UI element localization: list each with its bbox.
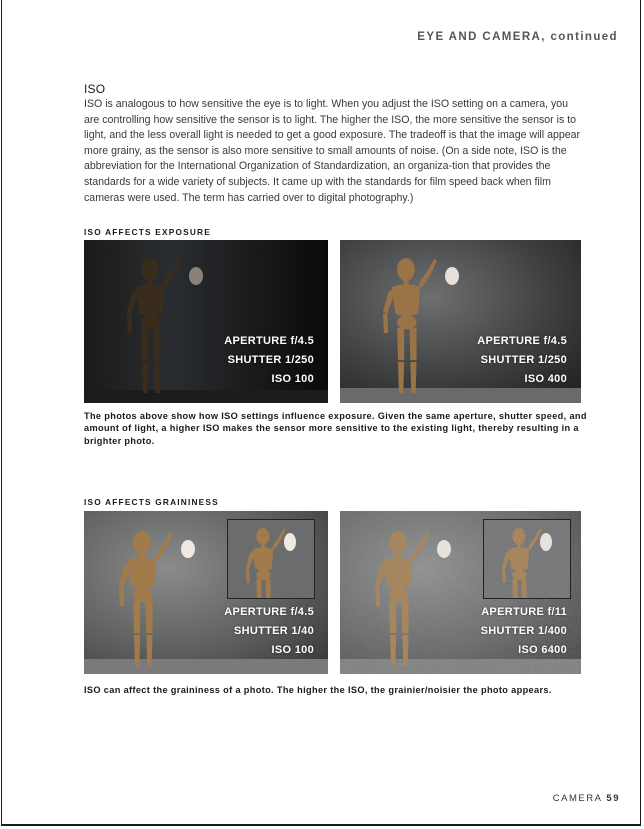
- photo-iso-400-bright: [340, 240, 581, 403]
- inset-image: [484, 520, 571, 599]
- figure-label-exposure: ISO AFFECTS EXPOSURE: [84, 227, 211, 237]
- shutter-value: SHUTTER 1/400: [480, 625, 567, 637]
- iso-value: ISO 100: [271, 644, 314, 656]
- crop-inset: [483, 519, 571, 599]
- aperture-value: APERTURE f/4.5: [224, 606, 314, 618]
- iso-value: ISO 6400: [518, 644, 567, 656]
- shutter-value: SHUTTER 1/250: [480, 354, 567, 366]
- page-folio: [553, 793, 620, 804]
- running-head: EYE AND CAMERA, continued: [417, 31, 618, 43]
- figure-caption-graininess: ISO can affect the graininess of a photo. The higher the ISO, the grainier/noisier the photo appears.: [84, 685, 552, 695]
- section-body: ISO is analogous to how sensitive the eye is to light. When you adjust the ISO setting on a camera, you are controlling how sensitive the sensor is to light. The higher the ISO, the more sensitive the sensor is to light, and the less overall light is needed to get a good exposure. The tradeoff is that the image will appear more grainy, as the sensor is also more sensitive to small amounts of noise. (On a side note, ISO is the abbreviation for the International Organization of Standardization, an organiza-tion that provides the standards for a wide variety of subjects. It came up with the standards for film speed back when film cameras were used. The term has carried over to digital photography.): [84, 98, 581, 204]
- crop-inset: [227, 519, 315, 599]
- photo-iso-6400-grainy: [340, 511, 581, 674]
- camera-settings: [224, 603, 314, 660]
- aperture-value: APERTURE f/11: [481, 606, 567, 618]
- folio-section: CAMERA: [552, 793, 603, 804]
- section-title: ISO: [84, 82, 106, 96]
- aperture-value: APERTURE f/4.5: [224, 335, 314, 347]
- camera-settings: [477, 332, 567, 389]
- shutter-value: SHUTTER 1/250: [227, 354, 314, 366]
- photo-iso-100-clean: [84, 511, 328, 674]
- photo-iso-100-dark: [84, 240, 328, 403]
- figure-label-graininess: ISO AFFECTS GRAININESS: [84, 497, 219, 507]
- camera-settings: [224, 332, 314, 389]
- page-number: 59: [606, 793, 620, 804]
- inset-image: [228, 520, 315, 599]
- aperture-value: APERTURE f/4.5: [477, 335, 567, 347]
- iso-value: ISO 400: [524, 373, 567, 385]
- iso-value: ISO 100: [271, 373, 314, 385]
- shutter-value: SHUTTER 1/40: [233, 625, 314, 637]
- camera-settings: [481, 603, 567, 660]
- figure-caption-exposure: The photos above show how ISO settings influence exposure. Given the same aperture, shutter speed, and amount of light, a higher ISO makes the sensor more sensitive to the existing light, thereby resulting in a brighter photo.: [84, 411, 587, 446]
